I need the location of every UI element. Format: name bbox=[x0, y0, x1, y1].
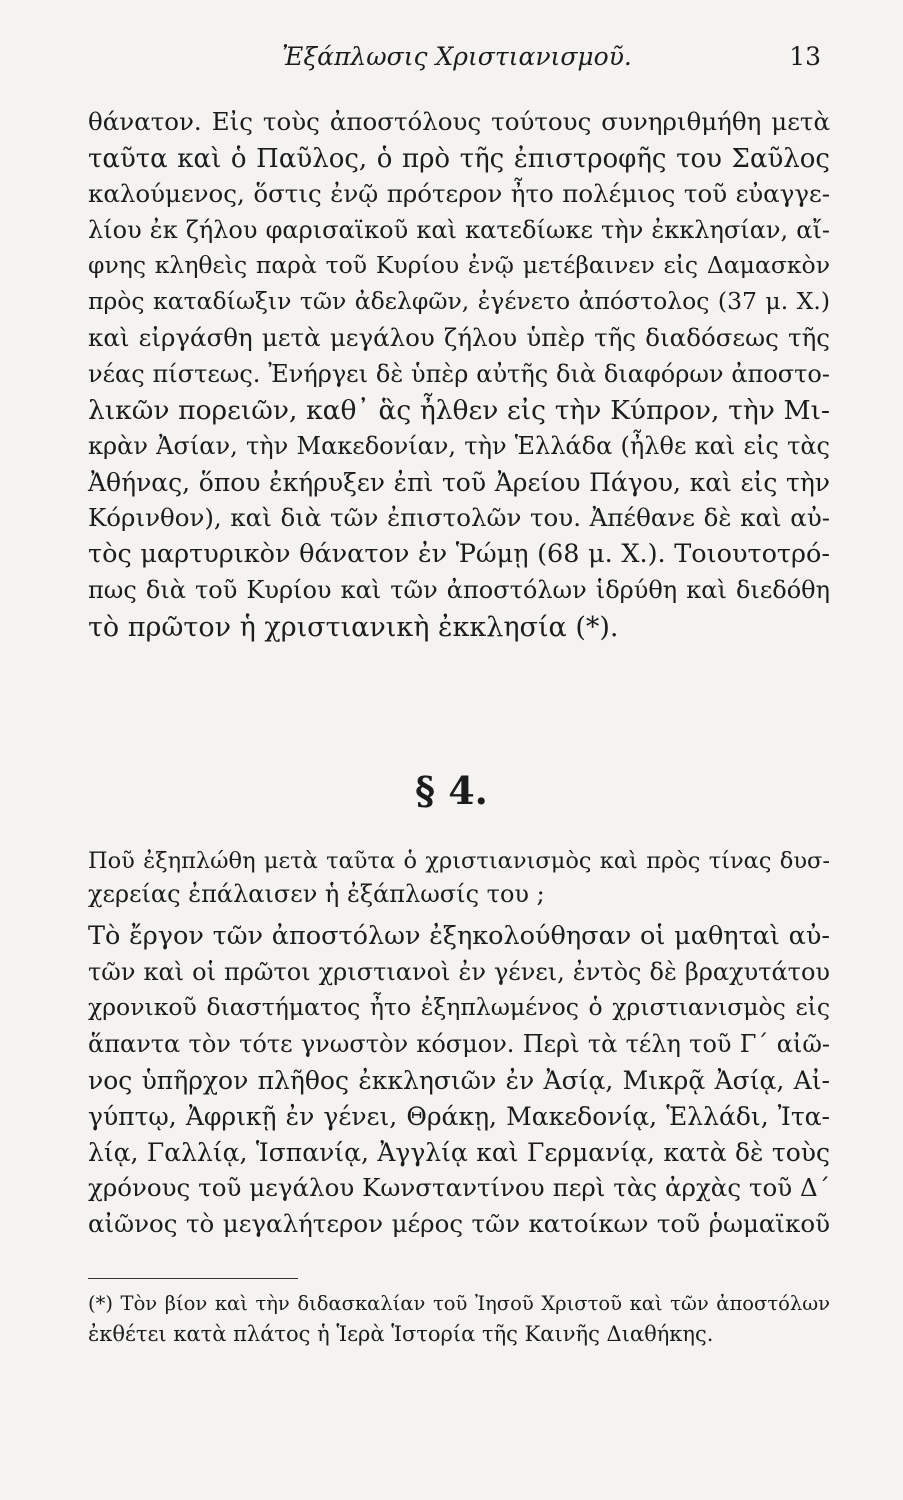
text-line: χρόνους τοῦ μεγάλου Κωνσταντίνου περὶ τὰς ἀρχὰς τοῦ Δ´ bbox=[88, 1173, 830, 1202]
section-heading: § 4. bbox=[415, 768, 488, 813]
text-line: τὸ πρῶτον ἡ χριστιανικὴ ἐκκλησία (*). bbox=[88, 612, 619, 643]
text-line: νέας πίστεως. Ἐνήργει δὲ ὑπὲρ αὐτῆς διὰ διαφόρων ἀποστο- bbox=[88, 360, 830, 388]
text-line: πρὸς καταδίωξιν τῶν ἀδελφῶν, ἐγένετο ἀπόστολος (37 μ. Χ.) bbox=[88, 287, 830, 315]
page-number: 13 bbox=[789, 42, 821, 71]
text-line: θάνατον. Εἰς τοὺς ἀποστόλους τούτους συνηριθμήθη μετὰ bbox=[88, 107, 830, 136]
text-line: φνης κληθεὶς παρὰ τοῦ Κυρίου ἐνῷ μετέβαινεν εἰς Δαμασκὸν bbox=[88, 251, 830, 279]
text-line: Κόρινθον), καὶ διὰ τῶν ἐπιστολῶν του. Ἀπέθανε δὲ καὶ αὐ- bbox=[88, 503, 830, 532]
text-line: νος ὑπῆρχον πλῆθος ἐκκλησιῶν ἐν Ἀσίᾳ, Μικρᾷ Ἀσίᾳ, Αἰ- bbox=[88, 1066, 830, 1095]
question-line: χερείας ἐπάλαισεν ἡ ἐξάπλωσίς του ; bbox=[88, 880, 545, 908]
footnote-rule bbox=[88, 1278, 298, 1279]
footnote-line: ἐκθέτει κατὰ πλάτος ἡ Ἱερὰ Ἱστορία τῆς Καινῆς Διαθήκης. bbox=[88, 1322, 714, 1346]
text-line: λίου ἐκ ζήλου φαρισαϊκοῦ καὶ κατεδίωκε τὴν ἐκκλησίαν, αἴ- bbox=[88, 216, 830, 244]
text-line: πως διὰ τοῦ Κυρίου καὶ τῶν ἀποστόλων ἱδρύθη καὶ διεδόθη bbox=[88, 576, 830, 604]
footnote-line: (*) Τὸν βίον καὶ τὴν διδασκαλίαν τοῦ Ἰησοῦ Χριστοῦ καὶ τῶν ἀποστόλων bbox=[88, 1292, 830, 1315]
text-line: λίᾳ, Γαλλίᾳ, Ἱσπανίᾳ, Ἀγγλίᾳ καὶ Γερμανίᾳ, κατὰ δὲ τοὺς bbox=[88, 1138, 830, 1167]
text-line: ταῦτα καὶ ὁ Παῦλος, ὁ πρὸ τῆς ἐπιστροφῆς του Σαῦλος bbox=[88, 144, 830, 174]
text-line: ἅπαντα τὸν τότε γνωστὸν κόσμον. Περὶ τὰ τέλη τοῦ Γ´ αἰῶ- bbox=[88, 1030, 830, 1058]
text-line: κρὰν Ἀσίαν, τὴν Μακεδονίαν, τὴν Ἑλλάδα (ἦλθε καὶ εἰς τὰς bbox=[88, 432, 830, 460]
text-line: γύπτῳ, Ἀφρικῇ ἐν γένει, Θράκῃ, Μακεδονίᾳ, Ἑλλάδι, Ἰτα- bbox=[88, 1102, 830, 1131]
running-title: Ἐξάπλωσις Χριστιανισμοῦ. bbox=[282, 42, 632, 71]
text-line: καλούμενος, ὅστις ἐνῷ πρότερον ἦτο πολέμιος τοῦ εὐαγγε- bbox=[88, 179, 830, 208]
running-header bbox=[0, 42, 903, 82]
text-line: τῶν καὶ οἱ πρῶτοι χριστιανοὶ ἐν γένει, ἐντὸς δὲ βραχυτάτου bbox=[88, 958, 830, 986]
question-line: Ποῦ ἐξηπλώθη μετὰ ταῦτα ὁ χριστιανισμὸς καὶ πρὸς τίνας δυσ- bbox=[88, 848, 830, 874]
text-line: χρονικοῦ διαστήματος ἦτο ἐξηπλωμένος ὁ χριστιανισμὸς εἰς bbox=[88, 993, 830, 1021]
text-line: Ἀθήνας, ὅπου ἐκήρυξεν ἐπὶ τοῦ Ἀρείου Πάγου, καὶ εἰς τὴν bbox=[88, 468, 830, 497]
text-line: καὶ εἰργάσθη μετὰ μεγάλου ζήλου ὑπὲρ τῆς διαδόσεως τῆς bbox=[88, 323, 830, 352]
text-line: Τὸ ἔργον τῶν ἀποστόλων ἐξηκολούθησαν οἱ μαθηταὶ αὐ- bbox=[88, 921, 830, 951]
text-line: λικῶν πορειῶν, καθ᾽ ἃς ἦλθεν εἰς τὴν Κύπρον, τὴν Μι- bbox=[88, 395, 830, 426]
text-line: αἰῶνος τὸ μεγαλήτερον μέρος τῶν κατοίκων τοῦ ῥωμαϊκοῦ bbox=[88, 1209, 830, 1238]
text-line: τὸς μαρτυρικὸν θάνατον ἐν Ῥώμῃ (68 μ. Χ.). Τοιουτοτρό- bbox=[88, 539, 830, 569]
